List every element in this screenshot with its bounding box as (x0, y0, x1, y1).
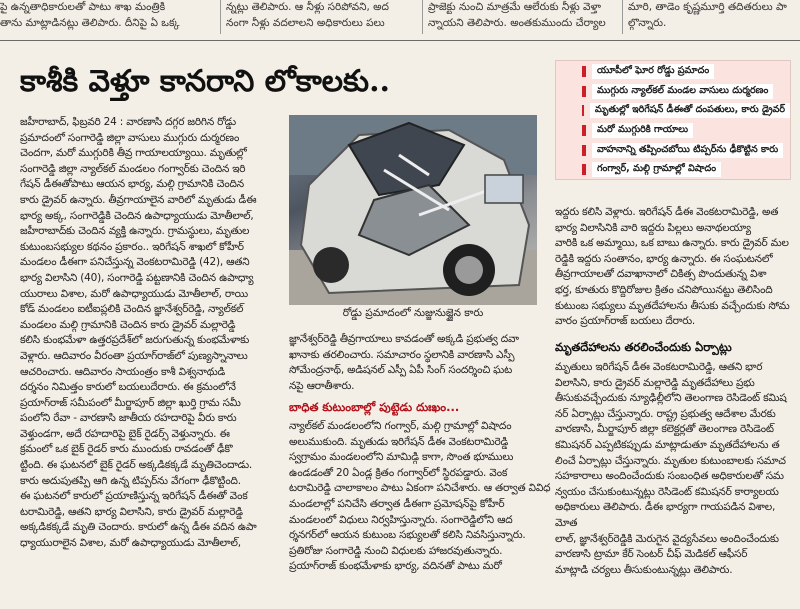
highlight-item (556, 160, 790, 180)
bullet-bar-icon (582, 125, 586, 136)
previous-article-fragment-4: మారి, తాడెం కృష్ణమూర్తి తదితరులు పా ల్గొన్నారు. (628, 1, 787, 29)
highlight-text: వాహనాన్ని తప్పించబోయి టిప్పర్‌ను ఢీకొట్టిన కారు (592, 143, 783, 158)
highlight-item (556, 101, 790, 121)
subheading-bereaved-families: బాధిత కుటుంబాల్లో పుట్టెడు దుఃఖం... (289, 400, 460, 414)
article-column-right: ఇద్దరు కలిసి వెళ్లారు. ఇరిగేషన్‌ డీఈ వెంకటరామిరెడ్డి, అత భార్య విలాసినికి వారి ఇద్దరు పిల్లలు అనాథలయ్యా వారికి ఒక అమ్మాయి, ఒక బాబు ఉన్నారు. కారు డ్రైవర్‌ మల రెడ్డికి ఇద్దరు సంతానం, భార్య ఉన్నారు. ఈ సంఘటనలో తీవ్రగాయాలతో దవాఖానాలో చికిత్స పొందుతున్న విశా భర్త, కూతురు కొద్దిరోజుల క్రితం చనిపోయినట్టు తెలిసింది కుటుంబ సభ్యులు మృతదేహాలను తీసుకు వచ్చేందుకు సోమ వారం ప్రయాగ్‌రాజ్‌ బయలు దేరారు. (555, 206, 790, 328)
previous-article-fragment-1: పై ఉన్నతాధికారులతో పాటు శాఖ మంత్రికి తాను మాట్లాడినట్లు తెలిపారు. దీనిపై ఏ ఒక్క (0, 1, 180, 29)
highlight-item (556, 140, 790, 160)
highlight-text: యూపీలో ఘోర రోడ్డు ప్రమాదం (592, 64, 714, 79)
photo-caption: రోడ్డు ప్రమాదంలో నుజ్జునుజ్జైన కారు (342, 307, 484, 319)
crashed-car-photo (289, 115, 537, 305)
highlight-item (556, 62, 790, 82)
highlight-text: గంగ్వార్‌, మల్గి గ్రామాల్లో విషాదం (592, 162, 721, 177)
bullet-bar-icon (582, 105, 584, 116)
highlight-text: మరో ముగ్గురికి గాయాలు (592, 123, 693, 138)
bullet-bar-icon (582, 164, 586, 175)
highlight-item (556, 82, 790, 102)
article-column-left: జహీరాబాద్‌, ఫిబ్రవరి 24 : వారణాసి దగ్గర జరిగిన రోడ్డు ప్రమాదంలో సంగారెడ్డి జిల్లా వాసులు ముగ్గురు దుర్మరణం చెందగా, మరో ముగ్గురికి తీవ్ర గాయాలయ్యాయి. మృతుల్లో సంగారెడ్డి జిల్లా న్యాల్‌కల్‌ మండలం గంగ్వార్‌కు చెందిన ఇరి గేషన్‌ డీఈతోపాటు ఆయన భార్య, మల్గి గ్రామానికి చెందిన కారు డ్రైవర్‌ ఉన్నారు. తీవ్రగాయాలైన వారిలో మృతుడు డీఈ భార్య అక్క, సంగారెడ్డికి చెందిన ఉపాధ్యాయుడు మోతీలాల్‌, జహీరాబాద్‌కు చెందిన వ్యక్తి ఉన్నారు. గ్రామస్థులు, మృతుల కుటుంబసభ్యుల కథనం ప్రకారం.. ఇరిగేషన్‌ శాఖలో కోహీర్‌ మండలం డీఈగా పనిచేస్తున్న వెంకటరామిరెడ్డి (42), ఆతని భార్య విలాసిని (40), సంగారెడ్డి పట్టణానికి చెందిన ఉపాధ్యా యురాలు విశాల, మరో ఉపాధ్యాయుడు మోతీలాల్‌, రాయి కోడ్‌ మండలం ఐటీఐప్లలికి చెందిన జ్ఞానేశ్వర్‌రెడ్డి, న్యాల్‌కల్‌ మండలం మల్గి గ్రామానికి చెందిన కారు డ్రైవర్‌ మల్లారెడ్డి కలిసి కుంభమేళా ఉత్తరప్రదేశ్‌లో జరుగుతున్న కుంభమేళాకు వెళ్లారు. ఆదివారం వీరంతా ప్రయాగ్‌రాజ్‌లో పుణ్యస్నానాలు ఆచరించారు. ఆదివారం సాయంత్రం కాశీ విశ్వనాథుడి దర్శనం నిమిత్తం కారులో బయలుదేరారు. ఈ క్రమంలోనే ప్రయాగ్‌రాజ్‌ సమీపంలో మీర్జాపూర్‌ జిల్లా ఖుర్తి గ్రామ సమీ పంలోని రేవా - వారణాసి జాతీయ రహదారిపై వీరు కారు వెళ్తుండగా, అదే రహదారిపై బైక్‌ రైడర్స్‌ వెళ్తున్నారు. ఈ క్రమంలో ఒక బైక్‌ రైడర్‌ కారు ముందుకు రావడంతో ఢీకొ ట్టింది. ఈ ఘటనలో బైక్‌ రైడర్‌ అక్కడికక్కడే మృతిచెందాడు. కారు అదుపుతప్పి ఆగి ఉన్న టిప్పర్‌ను వేగంగా ఢీకొట్టింది. ఈ ఘటనలో కారులో ప్రయాణిస్తున్న ఇరిగేషన్‌ డీఈతో వెంక టరామిరెడ్డి, ఆతని భార్య విలాసిని, కారు డ్రైవర్‌ మల్లారెడ్డి అక్కడికక్కడే మృతి చెందారు. కారులో ఉన్న డీఈ వదిన ఉపా ధ్యాయురాలైన విశాల, మరో ఉపాధ్యాయుడు మోతీలాల్‌, (20, 116, 257, 550)
highlight-item (556, 121, 790, 141)
article-column-middle: జ్ఞానేశ్వర్‌రెడ్డి తీవ్రగాయాలు కావడంతో అక్కడి ప్రభుత్వ దవా ఖానాకు తరలించారు. సమాచారం స్థలానికి వారణాసి ఎస్పీ సోమేంద్రనాథ్‌, అడిషనల్‌ ఎస్పీ ఏపీ సింగ్‌ సందర్శించి ఘట నపై ఆరాతీశారు. (289, 333, 519, 392)
bullet-bar-icon (582, 86, 586, 97)
column-divider (422, 0, 423, 34)
highlight-text: మృతుల్లో ఇరిగేషన్‌ డీఈతో దంపతులు, కారు డ్రైవర్‌ (590, 103, 790, 118)
bullet-bar-icon (582, 145, 586, 156)
article-headline: కాశీకి వెళ్తూ కానరాని లోకాలకు.. (20, 64, 390, 99)
column-divider (220, 0, 221, 34)
crashed-car-illustration (289, 115, 537, 305)
article-column-right-continued: మృతులు ఇరిగేషన్‌ డీఈ వెంకటరామిరెడ్డి, ఆతని భార విలాసిని, కారు డ్రైవర్‌ మల్లారెడ్డి మృతదేహాలు ప్రభు తీసుకువచ్చేందుకు న్యూఢిల్లీలోని తెలంగాణ రెసిడెంట్‌ కమిష నర్‌ ఏర్పాట్లు చేస్తున్నారు. రాష్ట్ర ప్రభుత్వ ఆదేశాల మేరకు వారణాసి, మీర్జాపూర్‌ జిల్లా కలెక్టర్లతో తెలంగాణ రెసిడెంట్‌ కమిషనర్‌ ఎప్పటికప్పుడు మాట్లాడుతూ మృతదేహాలను త లించే ఏర్పాట్లు చేస్తున్నారు. మృతుల కుటుంబాలకు సమాచ సహకారాలు అందించేందుకు సంబంధిత అధికారులతో సమ న్వయం చేసుకుంటున్నట్లు రెసిడెంట్‌ కమిషనర్‌ కార్యాలయ అధికారులు తెలిపారు. డీఈ భార్యగా గాయపడిన విశాల, మోత లాల్‌, జ్ఞానేశ్వర్‌రెడ్డికి మెరుగైన వైద్యసేవలు అందించేందుకు వారణాసి ట్రామా కేర్‌ సెంటర్‌ చీఫ్‌ మెడికల్‌ ఆఫీసర్‌ మాట్లాడి చర్యలు తీసుకుంటున్నట్లు తెలిపారు. (555, 361, 787, 576)
previous-article-fragment-2: న్నట్లు తెలిపారు. ఆ నీళ్లు సరిపోవని, అద నంగా నీళ్లు వదలాలని అధికారులు పలు (226, 1, 389, 29)
subheading-arrangements: మృతదేహాలను తరలించేందుకు ఏర్పాట్లు (555, 340, 732, 354)
bullet-bar-icon (582, 66, 586, 77)
previous-article-fragment-3: ప్రాజెక్టు నుంచి మాత్రమే ఆలేరుకు నీళ్లు వెళ్తా న్నాయని తెలిపారు. అంతకుముందు చేర్యాల (428, 1, 606, 29)
article-column-middle-continued: న్యాల్‌కల్‌ మండలంలోని గంగ్వార్‌, మల్గి గ్రామాల్లో విషాదం అలుముకుంది. మృతుడు ఇరిగేషన్‌ డీఈ వెంకటరామిరెడ్డి స్వగ్రామం మండలంలోని మామిడ్గి కాగా, సొంత భూములు ఉండడంతో 20 ఏండ్ల క్రితం గంగ్వార్‌లో స్థిరపడ్డారు. వెంక టరామిరెడ్డి చాలాకాలం పాటు ఏకంగా పనిచేశారు. ఆ తర్వాత వివిధ మండలాల్లో పనిచేసి తర్వాత డీఈగా ప్రమోషన్‌పై కోహీర్‌ మండలంలో విధులు నిర్వహిస్తున్నారు. సంగారెడ్డిలోని ఆద ర్శనగర్‌లో ఆయన కుటుంబ సభ్యులతో కలిసి నివసిస్తున్నారు. ప్రతిరోజు సంగారెడ్డి నుంచి విధులకు హాజరవుతున్నారు. ప్రయాగ్‌రాజ్‌ కుంభమేళాకు భార్య, వదినతో పాటు మరో (289, 420, 551, 573)
highlights-box (555, 60, 791, 180)
column-divider (622, 0, 623, 34)
section-divider (0, 40, 800, 41)
highlight-text: ముగ్గురు న్యాల్‌కల్‌ మండల వాసులు దుర్మరణం (592, 84, 773, 99)
